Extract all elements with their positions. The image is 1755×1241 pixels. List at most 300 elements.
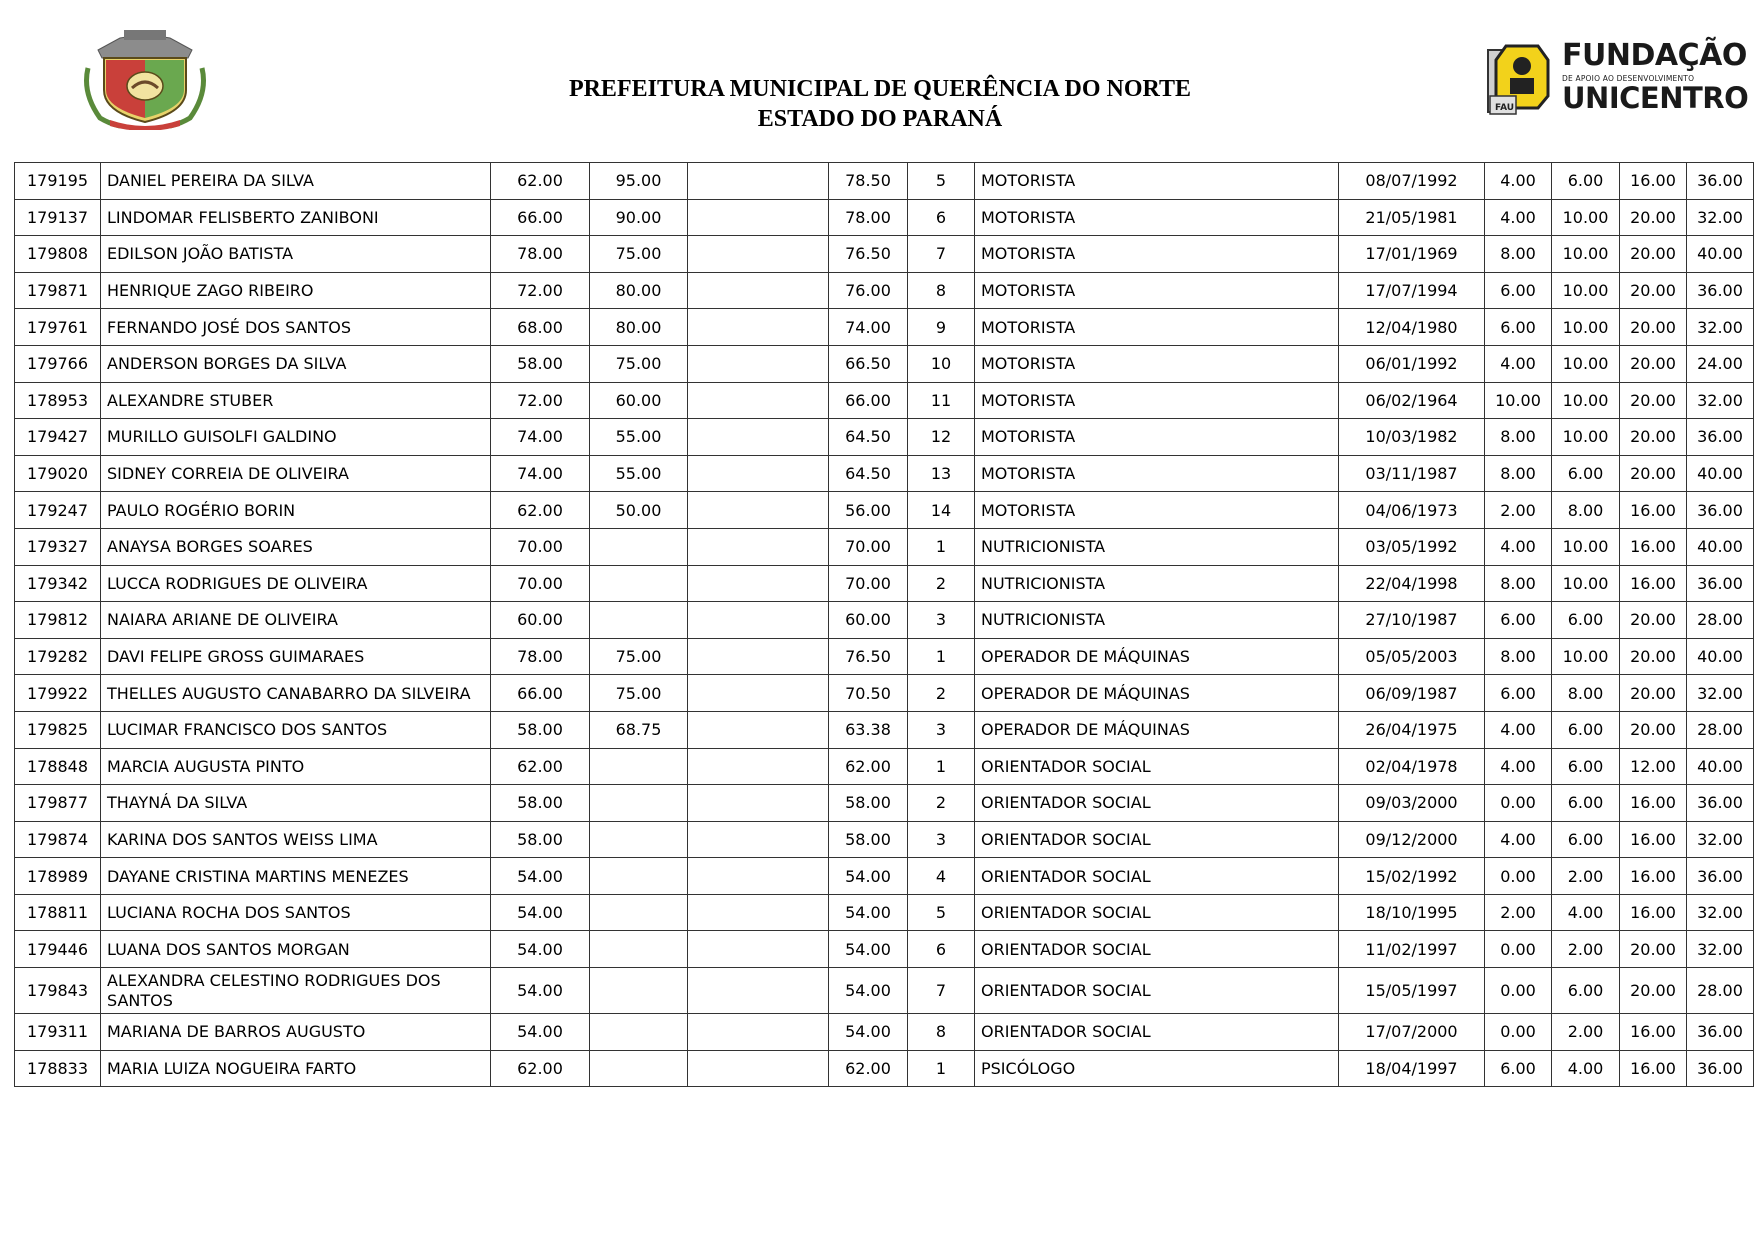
cell-criterio-1: 6.00 <box>1485 309 1552 346</box>
table-row <box>15 565 1754 602</box>
cell-classificacao: 2 <box>908 565 975 602</box>
cell-criterio-4: 40.00 <box>1687 455 1754 492</box>
cell-inscricao: 179922 <box>15 675 101 712</box>
cell-classificacao: 2 <box>908 675 975 712</box>
table-row <box>15 1050 1754 1087</box>
table-row <box>15 419 1754 456</box>
cell-nome: EDILSON JOÃO BATISTA <box>101 236 491 273</box>
cell-inscricao: 179874 <box>15 821 101 858</box>
cell-nome: LUCIANA ROCHA DOS SANTOS <box>101 894 491 931</box>
cell-nota-3 <box>688 858 829 895</box>
cell-inscricao: 179342 <box>15 565 101 602</box>
cell-inscricao: 179877 <box>15 785 101 822</box>
results-table <box>14 162 1754 1087</box>
cell-criterio-3: 20.00 <box>1620 382 1687 419</box>
cell-nota-1: 70.00 <box>491 528 590 565</box>
table-row <box>15 163 1754 200</box>
cell-inscricao: 179843 <box>15 968 101 1014</box>
cell-cargo: ORIENTADOR SOCIAL <box>975 931 1339 968</box>
cell-nota-final: 78.00 <box>829 199 908 236</box>
cell-cargo: MOTORISTA <box>975 163 1339 200</box>
cell-nome: DAVI FELIPE GROSS GUIMARAES <box>101 638 491 675</box>
cell-classificacao: 9 <box>908 309 975 346</box>
cell-cargo: NUTRICIONISTA <box>975 565 1339 602</box>
cell-criterio-1: 10.00 <box>1485 382 1552 419</box>
cell-criterio-4: 32.00 <box>1687 931 1754 968</box>
cell-nota-2 <box>590 968 688 1014</box>
cell-criterio-2: 10.00 <box>1552 309 1620 346</box>
cell-cargo: MOTORISTA <box>975 199 1339 236</box>
cell-cargo: ORIENTADOR SOCIAL <box>975 785 1339 822</box>
cell-cargo: ORIENTADOR SOCIAL <box>975 858 1339 895</box>
cell-classificacao: 1 <box>908 1050 975 1087</box>
cell-data-nascimento: 11/02/1997 <box>1339 931 1485 968</box>
cell-cargo: ORIENTADOR SOCIAL <box>975 821 1339 858</box>
cell-nota-3 <box>688 382 829 419</box>
cell-criterio-1: 4.00 <box>1485 711 1552 748</box>
cell-nome: HENRIQUE ZAGO RIBEIRO <box>101 272 491 309</box>
cell-nota-2 <box>590 894 688 931</box>
cell-data-nascimento: 15/02/1992 <box>1339 858 1485 895</box>
cell-criterio-4: 36.00 <box>1687 1050 1754 1087</box>
logo-line-2: DE APOIO AO DESENVOLVIMENTO <box>1562 74 1695 83</box>
cell-nota-final: 62.00 <box>829 748 908 785</box>
cell-cargo: MOTORISTA <box>975 382 1339 419</box>
cell-cargo: MOTORISTA <box>975 309 1339 346</box>
cell-nota-2: 90.00 <box>590 199 688 236</box>
cell-cargo: NUTRICIONISTA <box>975 528 1339 565</box>
cell-inscricao: 179766 <box>15 345 101 382</box>
cell-criterio-3: 16.00 <box>1620 528 1687 565</box>
cell-criterio-2: 8.00 <box>1552 675 1620 712</box>
cell-nota-final: 64.50 <box>829 419 908 456</box>
cell-cargo: MOTORISTA <box>975 272 1339 309</box>
cell-data-nascimento: 03/05/1992 <box>1339 528 1485 565</box>
cell-nome: THAYNÁ DA SILVA <box>101 785 491 822</box>
cell-inscricao: 179427 <box>15 419 101 456</box>
cell-nota-final: 70.00 <box>829 565 908 602</box>
cell-criterio-3: 20.00 <box>1620 419 1687 456</box>
cell-criterio-4: 36.00 <box>1687 785 1754 822</box>
cell-nome: MARIA LUIZA NOGUEIRA FARTO <box>101 1050 491 1087</box>
cell-criterio-3: 16.00 <box>1620 1014 1687 1051</box>
cell-nota-1: 62.00 <box>491 748 590 785</box>
cell-cargo: NUTRICIONISTA <box>975 602 1339 639</box>
cell-nome: ANAYSA BORGES SOARES <box>101 528 491 565</box>
cell-nota-1: 54.00 <box>491 858 590 895</box>
cell-nota-3 <box>688 345 829 382</box>
cell-criterio-3: 20.00 <box>1620 675 1687 712</box>
cell-criterio-3: 20.00 <box>1620 968 1687 1014</box>
cell-nota-1: 78.00 <box>491 236 590 273</box>
cell-nota-2 <box>590 821 688 858</box>
cell-criterio-3: 16.00 <box>1620 894 1687 931</box>
cell-criterio-4: 40.00 <box>1687 236 1754 273</box>
cell-nota-1: 68.00 <box>491 309 590 346</box>
cell-data-nascimento: 04/06/1973 <box>1339 492 1485 529</box>
cell-criterio-1: 4.00 <box>1485 345 1552 382</box>
cell-nome: ALEXANDRE STUBER <box>101 382 491 419</box>
table-row <box>15 602 1754 639</box>
logo-text <box>1562 40 1748 113</box>
cell-data-nascimento: 09/12/2000 <box>1339 821 1485 858</box>
title-line-1: PREFEITURA MUNICIPAL DE QUERÊNCIA DO NORTE <box>568 76 1192 102</box>
cell-nota-2 <box>590 1014 688 1051</box>
table-body <box>15 163 1754 1087</box>
cell-cargo: OPERADOR DE MÁQUINAS <box>975 675 1339 712</box>
cell-nota-2: 75.00 <box>590 638 688 675</box>
cell-criterio-3: 20.00 <box>1620 236 1687 273</box>
cell-data-nascimento: 21/05/1981 <box>1339 199 1485 236</box>
cell-criterio-3: 20.00 <box>1620 199 1687 236</box>
cell-criterio-1: 6.00 <box>1485 1050 1552 1087</box>
cell-inscricao: 179812 <box>15 602 101 639</box>
cell-criterio-4: 36.00 <box>1687 492 1754 529</box>
cell-nota-1: 72.00 <box>491 382 590 419</box>
cell-criterio-2: 6.00 <box>1552 163 1620 200</box>
cell-data-nascimento: 27/10/1987 <box>1339 602 1485 639</box>
cell-classificacao: 7 <box>908 236 975 273</box>
cell-nota-1: 74.00 <box>491 419 590 456</box>
cell-data-nascimento: 18/04/1997 <box>1339 1050 1485 1087</box>
cell-criterio-2: 6.00 <box>1552 748 1620 785</box>
cell-nota-final: 56.00 <box>829 492 908 529</box>
cell-criterio-1: 4.00 <box>1485 748 1552 785</box>
cell-inscricao: 179825 <box>15 711 101 748</box>
cell-nota-1: 66.00 <box>491 675 590 712</box>
cell-nota-final: 62.00 <box>829 1050 908 1087</box>
cell-nota-1: 58.00 <box>491 821 590 858</box>
cell-nota-final: 76.50 <box>829 638 908 675</box>
table-row <box>15 528 1754 565</box>
cell-classificacao: 2 <box>908 785 975 822</box>
cell-nome: SIDNEY CORREIA DE OLIVEIRA <box>101 455 491 492</box>
cell-criterio-4: 28.00 <box>1687 711 1754 748</box>
cell-criterio-4: 32.00 <box>1687 199 1754 236</box>
cell-nota-3 <box>688 163 829 200</box>
cell-nota-1: 54.00 <box>491 968 590 1014</box>
cell-cargo: ORIENTADOR SOCIAL <box>975 968 1339 1014</box>
cell-criterio-2: 10.00 <box>1552 199 1620 236</box>
cell-nota-2: 80.00 <box>590 272 688 309</box>
cell-nota-2: 68.75 <box>590 711 688 748</box>
cell-nota-final: 64.50 <box>829 455 908 492</box>
cell-nota-2: 55.00 <box>590 419 688 456</box>
cell-nota-2 <box>590 785 688 822</box>
cell-criterio-4: 32.00 <box>1687 309 1754 346</box>
cell-nota-final: 54.00 <box>829 894 908 931</box>
cell-nota-3 <box>688 1050 829 1087</box>
cell-criterio-1: 4.00 <box>1485 163 1552 200</box>
cell-classificacao: 3 <box>908 821 975 858</box>
cell-data-nascimento: 17/07/1994 <box>1339 272 1485 309</box>
cell-criterio-1: 8.00 <box>1485 638 1552 675</box>
cell-nota-2 <box>590 931 688 968</box>
cell-nota-3 <box>688 711 829 748</box>
cell-criterio-2: 10.00 <box>1552 272 1620 309</box>
cell-nome: LINDOMAR FELISBERTO ZANIBONI <box>101 199 491 236</box>
cell-nota-2 <box>590 565 688 602</box>
cell-criterio-3: 12.00 <box>1620 748 1687 785</box>
cell-nota-1: 62.00 <box>491 1050 590 1087</box>
table-row <box>15 675 1754 712</box>
cell-nota-3 <box>688 419 829 456</box>
table-row <box>15 309 1754 346</box>
cell-criterio-3: 20.00 <box>1620 309 1687 346</box>
cell-nota-final: 66.00 <box>829 382 908 419</box>
logo-line-1: FUNDAÇÃO <box>1562 38 1747 73</box>
cell-criterio-1: 4.00 <box>1485 199 1552 236</box>
cell-criterio-1: 2.00 <box>1485 492 1552 529</box>
cell-nota-3 <box>688 1014 829 1051</box>
cell-criterio-2: 6.00 <box>1552 821 1620 858</box>
table-row <box>15 455 1754 492</box>
cell-nome: KARINA DOS SANTOS WEISS LIMA <box>101 821 491 858</box>
cell-data-nascimento: 10/03/1982 <box>1339 419 1485 456</box>
cell-inscricao: 178989 <box>15 858 101 895</box>
cell-nota-3 <box>688 821 829 858</box>
cell-nome: NAIARA ARIANE DE OLIVEIRA <box>101 602 491 639</box>
cell-inscricao: 178833 <box>15 1050 101 1087</box>
table-row <box>15 711 1754 748</box>
cell-criterio-4: 32.00 <box>1687 675 1754 712</box>
cell-criterio-3: 20.00 <box>1620 272 1687 309</box>
cell-criterio-2: 6.00 <box>1552 785 1620 822</box>
logo-line-3: UNICENTRO <box>1562 81 1749 115</box>
cell-cargo: OPERADOR DE MÁQUINAS <box>975 711 1339 748</box>
cell-nota-1: 60.00 <box>491 602 590 639</box>
cell-criterio-1: 8.00 <box>1485 455 1552 492</box>
cell-nome: LUCCA RODRIGUES DE OLIVEIRA <box>101 565 491 602</box>
cell-cargo: MOTORISTA <box>975 419 1339 456</box>
cell-nota-1: 54.00 <box>491 894 590 931</box>
cell-nome: DAYANE CRISTINA MARTINS MENEZES <box>101 858 491 895</box>
cell-criterio-1: 0.00 <box>1485 931 1552 968</box>
cell-nota-final: 60.00 <box>829 602 908 639</box>
cell-inscricao: 178811 <box>15 894 101 931</box>
cell-nota-3 <box>688 309 829 346</box>
cell-nota-1: 78.00 <box>491 638 590 675</box>
cell-classificacao: 1 <box>908 748 975 785</box>
cell-data-nascimento: 26/04/1975 <box>1339 711 1485 748</box>
cell-criterio-4: 32.00 <box>1687 821 1754 858</box>
cell-data-nascimento: 08/07/1992 <box>1339 163 1485 200</box>
cell-data-nascimento: 12/04/1980 <box>1339 309 1485 346</box>
cell-cargo: MOTORISTA <box>975 345 1339 382</box>
cell-nota-final: 54.00 <box>829 931 908 968</box>
cell-criterio-1: 4.00 <box>1485 528 1552 565</box>
cell-nota-3 <box>688 785 829 822</box>
cell-data-nascimento: 15/05/1997 <box>1339 968 1485 1014</box>
cell-nota-3 <box>688 565 829 602</box>
cell-inscricao: 179327 <box>15 528 101 565</box>
cell-nome: PAULO ROGÉRIO BORIN <box>101 492 491 529</box>
table-row <box>15 931 1754 968</box>
cell-data-nascimento: 17/07/2000 <box>1339 1014 1485 1051</box>
cell-nota-2: 95.00 <box>590 163 688 200</box>
cell-criterio-1: 8.00 <box>1485 419 1552 456</box>
cell-nome: MARIANA DE BARROS AUGUSTO <box>101 1014 491 1051</box>
cell-cargo: PSICÓLOGO <box>975 1050 1339 1087</box>
cell-cargo: MOTORISTA <box>975 455 1339 492</box>
cell-nota-3 <box>688 931 829 968</box>
cell-nota-2: 60.00 <box>590 382 688 419</box>
cell-criterio-1: 0.00 <box>1485 968 1552 1014</box>
cell-criterio-2: 2.00 <box>1552 931 1620 968</box>
fundacao-unicentro-logo <box>1486 36 1749 118</box>
cell-inscricao: 179137 <box>15 199 101 236</box>
cell-nota-1: 74.00 <box>491 455 590 492</box>
cell-criterio-4: 32.00 <box>1687 894 1754 931</box>
cell-criterio-2: 2.00 <box>1552 858 1620 895</box>
cell-criterio-4: 36.00 <box>1687 272 1754 309</box>
cell-criterio-3: 20.00 <box>1620 602 1687 639</box>
cell-criterio-2: 2.00 <box>1552 1014 1620 1051</box>
table-row <box>15 345 1754 382</box>
cell-criterio-2: 6.00 <box>1552 968 1620 1014</box>
cell-nota-2 <box>590 528 688 565</box>
cell-criterio-1: 8.00 <box>1485 236 1552 273</box>
cell-data-nascimento: 06/09/1987 <box>1339 675 1485 712</box>
cell-nota-3 <box>688 748 829 785</box>
cell-criterio-4: 28.00 <box>1687 602 1754 639</box>
cell-classificacao: 3 <box>908 711 975 748</box>
cell-criterio-1: 6.00 <box>1485 675 1552 712</box>
cell-nota-1: 62.00 <box>491 492 590 529</box>
cell-classificacao: 6 <box>908 199 975 236</box>
cell-classificacao: 5 <box>908 894 975 931</box>
cell-criterio-3: 16.00 <box>1620 785 1687 822</box>
cell-inscricao: 179761 <box>15 309 101 346</box>
table-row <box>15 894 1754 931</box>
cell-inscricao: 179871 <box>15 272 101 309</box>
cell-nota-final: 70.00 <box>829 528 908 565</box>
cell-inscricao: 179808 <box>15 236 101 273</box>
cell-data-nascimento: 06/01/1992 <box>1339 345 1485 382</box>
cell-criterio-4: 36.00 <box>1687 1014 1754 1051</box>
cell-cargo: ORIENTADOR SOCIAL <box>975 1014 1339 1051</box>
cell-criterio-3: 20.00 <box>1620 638 1687 675</box>
cell-criterio-2: 6.00 <box>1552 711 1620 748</box>
cell-data-nascimento: 17/01/1969 <box>1339 236 1485 273</box>
cell-criterio-3: 20.00 <box>1620 931 1687 968</box>
cell-criterio-3: 16.00 <box>1620 492 1687 529</box>
cell-inscricao: 178953 <box>15 382 101 419</box>
cell-nota-3 <box>688 528 829 565</box>
cell-nota-3 <box>688 455 829 492</box>
cell-data-nascimento: 22/04/1998 <box>1339 565 1485 602</box>
cell-nota-2 <box>590 1050 688 1087</box>
cell-nota-3 <box>688 638 829 675</box>
table-row <box>15 382 1754 419</box>
cell-nota-1: 72.00 <box>491 272 590 309</box>
cell-criterio-4: 36.00 <box>1687 419 1754 456</box>
cell-criterio-2: 6.00 <box>1552 455 1620 492</box>
cell-classificacao: 11 <box>908 382 975 419</box>
cell-nota-final: 76.00 <box>829 272 908 309</box>
title-line-2: ESTADO DO PARANÁ <box>757 106 1003 132</box>
cell-classificacao: 10 <box>908 345 975 382</box>
cell-data-nascimento: 06/02/1964 <box>1339 382 1485 419</box>
cell-nome: LUCIMAR FRANCISCO DOS SANTOS <box>101 711 491 748</box>
cell-criterio-4: 32.00 <box>1687 382 1754 419</box>
cell-nota-3 <box>688 894 829 931</box>
logo-badge-text: FAU <box>1495 103 1515 113</box>
cell-criterio-2: 4.00 <box>1552 894 1620 931</box>
table-row <box>15 272 1754 309</box>
cell-nota-2: 55.00 <box>590 455 688 492</box>
table-row <box>15 748 1754 785</box>
cell-criterio-1: 0.00 <box>1485 1014 1552 1051</box>
cell-nota-final: 78.50 <box>829 163 908 200</box>
cell-inscricao: 179446 <box>15 931 101 968</box>
cell-nota-3 <box>688 272 829 309</box>
cell-data-nascimento: 02/04/1978 <box>1339 748 1485 785</box>
cell-cargo: ORIENTADOR SOCIAL <box>975 748 1339 785</box>
cell-nota-final: 58.00 <box>829 785 908 822</box>
cell-classificacao: 1 <box>908 528 975 565</box>
cell-nota-3 <box>688 236 829 273</box>
cell-nota-final: 54.00 <box>829 1014 908 1051</box>
cell-classificacao: 6 <box>908 931 975 968</box>
table-row <box>15 1014 1754 1051</box>
cell-cargo: ORIENTADOR SOCIAL <box>975 894 1339 931</box>
cell-nota-final: 70.50 <box>829 675 908 712</box>
cell-criterio-3: 16.00 <box>1620 1050 1687 1087</box>
cell-cargo: MOTORISTA <box>975 236 1339 273</box>
table-row <box>15 638 1754 675</box>
cell-nota-2: 80.00 <box>590 309 688 346</box>
cell-nota-final: 76.50 <box>829 236 908 273</box>
page-header <box>0 0 1755 160</box>
cell-nota-final: 66.50 <box>829 345 908 382</box>
cell-classificacao: 12 <box>908 419 975 456</box>
page-title <box>440 74 1320 134</box>
cell-data-nascimento: 18/10/1995 <box>1339 894 1485 931</box>
cell-nome: ANDERSON BORGES DA SILVA <box>101 345 491 382</box>
cell-nota-final: 74.00 <box>829 309 908 346</box>
cell-nota-final: 54.00 <box>829 858 908 895</box>
cell-inscricao: 179247 <box>15 492 101 529</box>
cell-classificacao: 5 <box>908 163 975 200</box>
cell-criterio-4: 24.00 <box>1687 345 1754 382</box>
cell-nota-1: 54.00 <box>491 931 590 968</box>
cell-nota-final: 63.38 <box>829 711 908 748</box>
cell-nota-2: 75.00 <box>590 675 688 712</box>
cell-nota-3 <box>688 199 829 236</box>
cell-nota-3 <box>688 492 829 529</box>
cell-criterio-4: 28.00 <box>1687 968 1754 1014</box>
cell-nome: LUANA DOS SANTOS MORGAN <box>101 931 491 968</box>
cell-classificacao: 8 <box>908 272 975 309</box>
cell-classificacao: 8 <box>908 1014 975 1051</box>
cell-criterio-4: 40.00 <box>1687 748 1754 785</box>
cell-nome: FERNANDO JOSÉ DOS SANTOS <box>101 309 491 346</box>
cell-criterio-1: 6.00 <box>1485 602 1552 639</box>
cell-nome: THELLES AUGUSTO CANABARRO DA SILVEIRA <box>101 675 491 712</box>
cell-nota-2: 75.00 <box>590 345 688 382</box>
cell-criterio-2: 10.00 <box>1552 528 1620 565</box>
cell-classificacao: 7 <box>908 968 975 1014</box>
cell-nota-2: 50.00 <box>590 492 688 529</box>
cell-cargo: MOTORISTA <box>975 492 1339 529</box>
cell-criterio-2: 10.00 <box>1552 382 1620 419</box>
cell-criterio-4: 40.00 <box>1687 528 1754 565</box>
cell-criterio-3: 16.00 <box>1620 163 1687 200</box>
cell-nome: ALEXANDRA CELESTINO RODRIGUES DOS SANTOS <box>101 968 491 1014</box>
cell-nota-1: 66.00 <box>491 199 590 236</box>
table-row <box>15 492 1754 529</box>
